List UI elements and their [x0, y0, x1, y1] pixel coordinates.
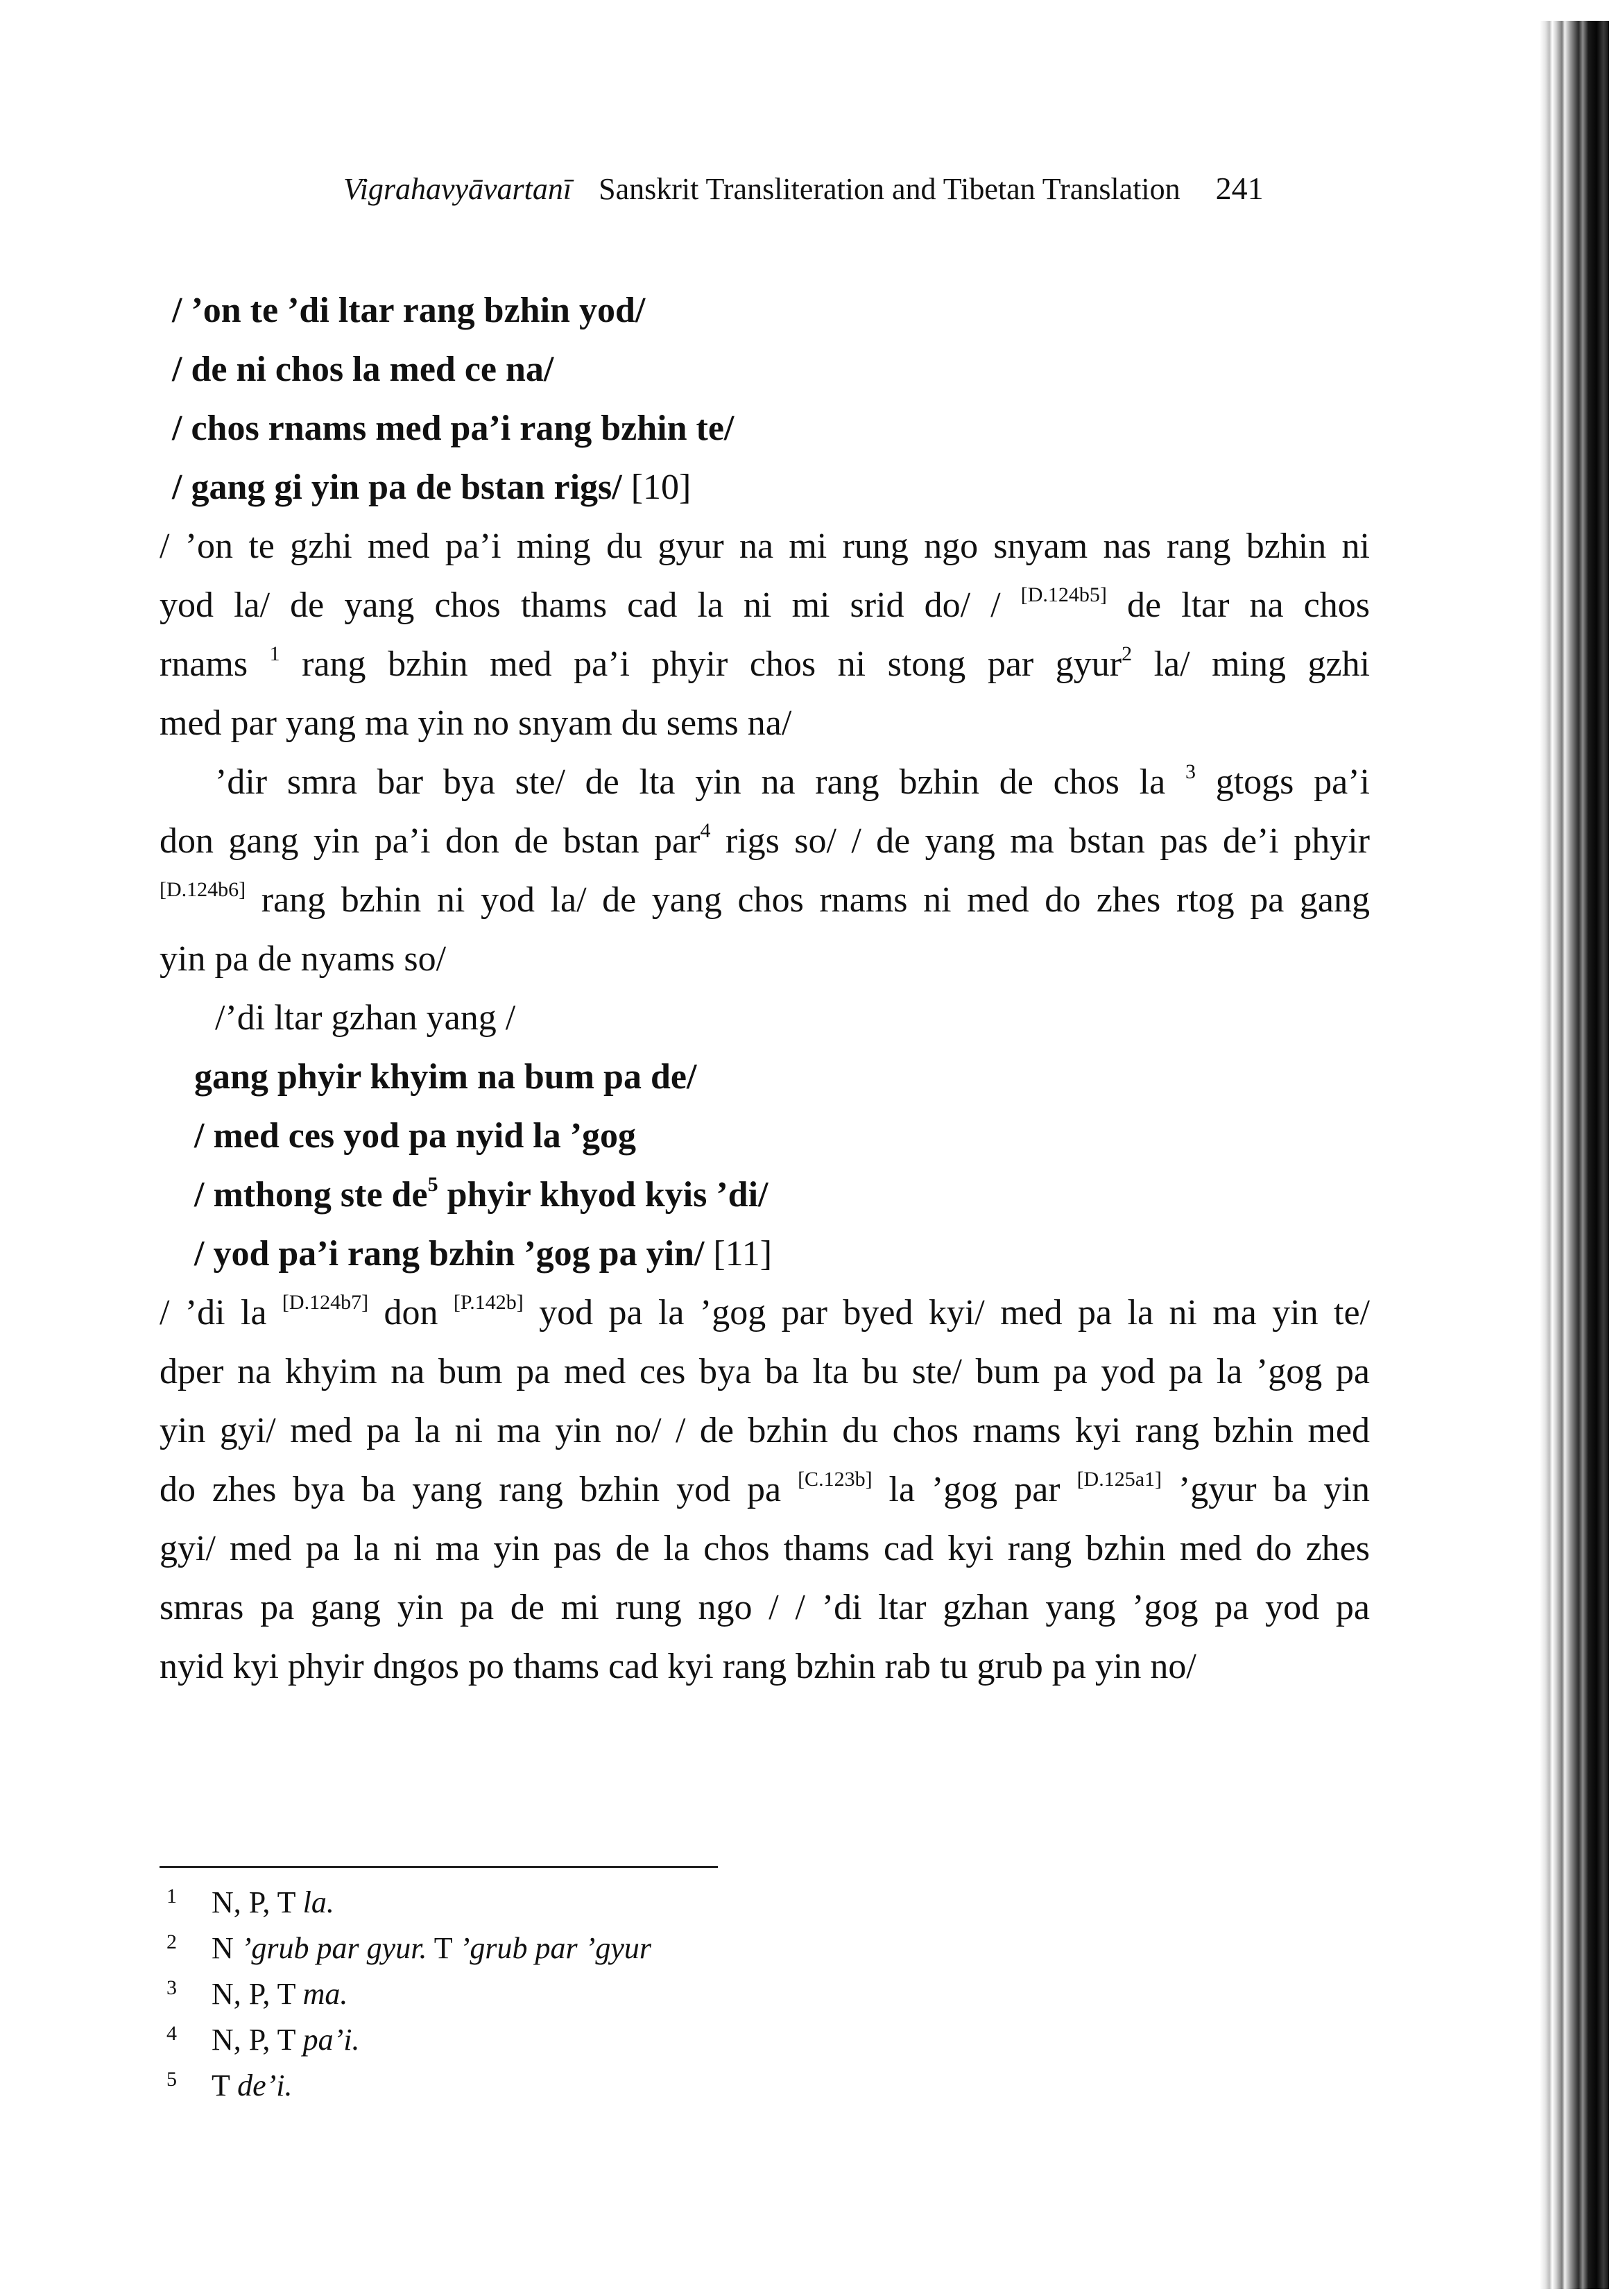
- footnote-4: 4 N, P, T pa’i.: [166, 2022, 360, 2057]
- footnote-3: 3 N, P, T ma.: [166, 1976, 348, 2011]
- footnote-marker: 5: [427, 1173, 438, 1196]
- prose-line: ’dir smra bar bya ste/ de lta yin na rang bzhin de chos la $^3$ gtogs pa’i: [215, 760, 1371, 802]
- prose-line: / ’di la [D.124b7] don [P.142b] yod pa la ’gog par byed kyi/ med pa la ni ma yin te/: [160, 1291, 1370, 1333]
- work-title: Vigrahavyāvartanī: [343, 172, 572, 206]
- prose-line: yin pa de nyams so/: [160, 939, 447, 979]
- main-text: [160, 281, 1370, 1696]
- verse-10-line-1: / ’on te ’di ltar rang bzhin yod/: [172, 291, 646, 330]
- prose-line: do zhes bya ba yang rang bzhin yod pa [C.123b] la ’gog par [D.125a1] ’gyur ba yin: [160, 1468, 1370, 1509]
- footnote-marker: 4: [700, 819, 711, 842]
- verse-number: [10]: [630, 468, 692, 507]
- footnote-marker: 3: [1185, 760, 1196, 783]
- verse-number: [11]: [713, 1234, 773, 1274]
- prose-line: don gang yin pa’i don de bstan par$^4$ rigs so/ / de yang ma bstan pas de’i phyir: [160, 819, 1370, 861]
- verse-10-line-3: / chos rnams med pa’i rang bzhin te/: [172, 409, 735, 448]
- footnote-marker: 1: [269, 642, 280, 665]
- footnote-marker: 2: [1122, 642, 1133, 665]
- page-reference: [P.142b]: [453, 1291, 524, 1314]
- prose-line: [D.124b6] rang bzhin ni yod la/ de yang chos rnams ni med do zhes rtog pa gang: [160, 878, 1371, 920]
- verse-10-line-4: / gang gi yin pa de bstan rigs/ [10]: [172, 468, 692, 507]
- footnotes: [166, 1876, 651, 2105]
- prose-line: nyid kyi phyir dngos po thams cad kyi rang bzhin rab tu grub pa yin no/: [160, 1647, 1196, 1686]
- footnote-2: 2 N ’grub par gyur. T ’grub par ’gyur: [166, 1930, 651, 1965]
- prose-line: smras pa gang yin pa de mi rung ngo / / ’di ltar gzhan yang ’gog pa yod pa: [160, 1588, 1370, 1627]
- verse-intro: /’di ltar gzhan yang /: [215, 998, 516, 1038]
- page-reference: [D.125a1]: [1076, 1468, 1162, 1491]
- footnote-rule: [160, 1866, 718, 1868]
- footnote-5: 5 T de’i.: [166, 2068, 293, 2102]
- page-reference: [D.124b5]: [1020, 583, 1107, 606]
- page-reference: [D.124b7]: [282, 1291, 369, 1314]
- verse-10-line-2: / de ni chos la med ce na/: [172, 350, 554, 389]
- verse-11-line-3: / mthong ste $de^5$ phyir khyod kyis ’di/: [194, 1173, 768, 1215]
- page-number: 241: [1215, 171, 1264, 206]
- prose-line: yod la/ de yang chos thams cad la ni mi srid do/ / [D.124b5] de ltar na chos: [160, 583, 1370, 625]
- book-binding-edge: [1540, 21, 1609, 2289]
- prose-line: / ’on te gzhi med pa’i ming du gyur na mi rung ngo snyam nas rang bzhin ni: [160, 526, 1370, 566]
- footnote-1: 1 N, P, T la.: [166, 1885, 334, 1919]
- prose-line: dper na khyim na bum pa med ces bya ba lta bu ste/ bum pa yod pa la ’gog pa: [160, 1352, 1370, 1391]
- running-header: [343, 170, 1264, 207]
- verse-11-line-2: / med ces yod pa nyid la ’gog: [194, 1116, 637, 1156]
- prose-line: med par yang ma yin no snyam du sems na/: [160, 703, 792, 743]
- page-reference: [D.124b6]: [160, 878, 246, 901]
- verse-11-line-1: gang phyir khyim na bum pa de/: [194, 1057, 697, 1097]
- prose-line: yin gyi/ med pa la ni ma yin no/ / de bzhin du chos rnams kyi rang bzhin med: [160, 1411, 1370, 1450]
- prose-line: gyi/ med pa la ni ma yin pas de la chos thams cad kyi rang bzhin med do zhes: [160, 1529, 1370, 1568]
- page-reference: [C.123b]: [798, 1468, 873, 1491]
- verse-11-line-4: / yod pa’i rang bzhin ’gog pa yin/ [11]: [194, 1234, 773, 1274]
- prose-line: rnams $^1$ rang bzhin med pa’i phyir chos ni stong par gyur$^2$ la/ ming gzhi: [160, 642, 1371, 684]
- header-subtitle: Sanskrit Transliteration and Tibetan Translation: [599, 172, 1180, 206]
